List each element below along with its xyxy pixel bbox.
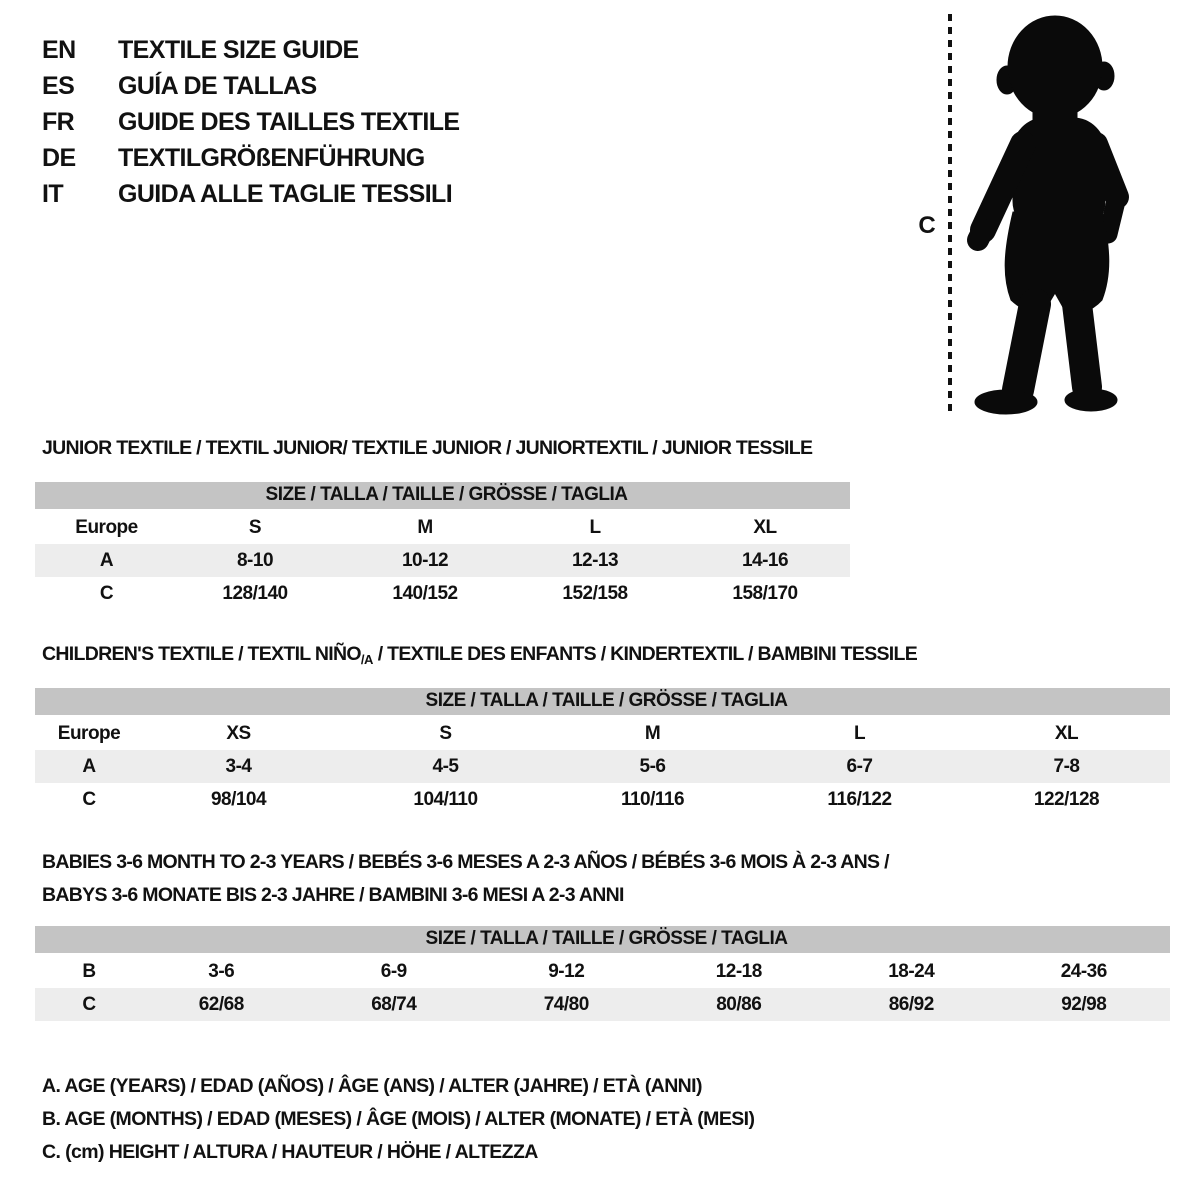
title-text: / TEXTILE DES ENFANTS / KINDERTEXTIL / BAMBINI TESSILE	[373, 643, 918, 665]
size-header-row	[35, 482, 850, 510]
size-cell: 122/128	[1033, 788, 1100, 810]
size-cell: L	[589, 516, 601, 538]
childrens-size-table	[35, 688, 1170, 816]
babies-title-line1: BABIES 3-6 MONTH TO 2-3 YEARS / BEBÉS 3-6 MESES A 2-3 AÑOS / BÉBÉS 3-6 MOIS À 2-3 ANS /	[42, 851, 889, 873]
size-cell: XL	[1054, 722, 1079, 744]
size-cell: 74/80	[480, 988, 653, 1021]
row-label: C	[35, 988, 135, 1021]
size-cell: 110/116	[620, 788, 685, 810]
size-cell: 152/158	[562, 582, 628, 604]
language-code: ES	[42, 71, 75, 100]
size-cell: 4-5	[342, 750, 549, 783]
size-cell: 6-7	[756, 750, 963, 783]
size-cell: 8-10	[170, 544, 340, 577]
size-cell: 158/170	[732, 582, 798, 604]
language-title: GUIDA ALLE TAGLIE TESSILI	[118, 179, 453, 208]
table-row-c	[35, 577, 850, 610]
title-subscript: /A	[360, 652, 374, 667]
language-code: FR	[42, 107, 75, 136]
size-cell: 104/110	[413, 788, 478, 810]
size-cell: 5-6	[549, 750, 756, 783]
row-label: Europe	[75, 516, 138, 538]
language-row-it	[42, 176, 460, 212]
size-cell: 12-18	[715, 960, 762, 982]
language-code: EN	[42, 35, 76, 64]
table-row-a	[35, 750, 1170, 783]
row-label: C	[82, 788, 96, 810]
language-row-de	[42, 140, 460, 176]
row-label: Europe	[57, 722, 121, 744]
size-cell: M	[644, 722, 661, 744]
size-cell: 10-12	[340, 544, 510, 577]
size-cell: 116/122	[827, 788, 892, 810]
size-cell: 14-16	[680, 544, 850, 577]
size-cell: 24-36	[1060, 960, 1107, 982]
babies-title-line2: BABYS 3-6 MONATE BIS 2-3 JAHRE / BAMBINI 3-6 MESI A 2-3 ANNI	[42, 884, 624, 906]
legend-line-b: B. AGE (MONTHS) / EDAD (MESES) / ÂGE (MOIS) / ALTER (MONATE) / ETÀ (MESI)	[42, 1108, 755, 1130]
row-label: A	[35, 544, 170, 577]
legend-line-a: A. AGE (YEARS) / EDAD (AÑOS) / ÂGE (ANS) / ALTER (JAHRE) / ETÀ (ANNI)	[42, 1075, 702, 1097]
language-row-fr	[42, 104, 460, 140]
size-cell: 3-4	[135, 750, 342, 783]
size-cell: 6-9	[380, 960, 407, 982]
size-cell: XL	[753, 516, 777, 538]
language-row-en	[42, 32, 460, 68]
row-label: C	[99, 582, 114, 604]
size-cell: 98/104	[210, 788, 267, 810]
size-cell: 3-6	[208, 960, 235, 982]
size-cell: 18-24	[888, 960, 935, 982]
size-cell: 62/68	[135, 988, 308, 1021]
language-code: IT	[42, 179, 64, 208]
size-cell: 7-8	[963, 750, 1170, 783]
size-cell: 12-13	[510, 544, 680, 577]
size-cell: S	[439, 722, 452, 744]
language-code: DE	[42, 143, 76, 172]
size-cell: S	[248, 516, 262, 538]
row-label: A	[35, 750, 135, 783]
junior-section-title: JUNIOR TEXTILE / TEXTIL JUNIOR/ TEXTILE JUNIOR / JUNIORTEXTIL / JUNIOR TESSILE	[42, 437, 813, 459]
size-cell: 80/86	[653, 988, 826, 1021]
legend-line-c: C. (cm) HEIGHT / ALTURA / HAUTEUR / HÖHE / ALTEZZA	[42, 1141, 538, 1163]
size-cell: 86/92	[825, 988, 998, 1021]
table-row-b	[35, 954, 1170, 988]
size-cell: 92/98	[998, 988, 1171, 1021]
size-header-bar: SIZE / TALLA / TAILLE / GRÖSSE / TAGLIA	[35, 926, 1170, 954]
size-header-bar: SIZE / TALLA / TAILLE / GRÖSSE / TAGLIA	[35, 482, 850, 510]
table-row-europe	[35, 510, 850, 544]
size-cell: 140/152	[392, 582, 458, 604]
junior-size-table	[35, 482, 850, 610]
size-cell: 128/140	[222, 582, 288, 604]
row-label: B	[82, 960, 96, 982]
language-title: TEXTILGRÖßENFÜHRUNG	[118, 143, 425, 172]
measurement-legend	[42, 1070, 754, 1169]
size-header-row	[35, 926, 1170, 954]
size-header-row	[35, 688, 1170, 716]
language-row-es	[42, 68, 460, 104]
size-cell: L	[853, 722, 866, 744]
table-row-c	[35, 783, 1170, 816]
language-list	[42, 32, 460, 212]
table-row-a	[35, 544, 850, 577]
language-title: TEXTILE SIZE GUIDE	[118, 35, 359, 64]
language-title: GUÍA DE TALLAS	[118, 71, 317, 100]
table-row-europe	[35, 716, 1170, 750]
size-cell: XS	[226, 722, 251, 744]
baby-silhouette	[963, 12, 1138, 417]
language-title: GUIDE DES TAILLES TEXTILE	[118, 107, 460, 136]
babies-section-title	[42, 850, 889, 907]
measure-label-c: C	[918, 212, 936, 239]
size-header-bar: SIZE / TALLA / TAILLE / GRÖSSE / TAGLIA	[35, 688, 1170, 716]
size-cell: 9-12	[548, 960, 585, 982]
babies-size-table	[35, 926, 1170, 1021]
size-cell: 68/74	[308, 988, 481, 1021]
title-text: CHILDREN'S TEXTILE / TEXTIL NIÑO	[42, 643, 361, 665]
childrens-section-title	[42, 642, 917, 668]
table-row-c	[35, 988, 1170, 1021]
size-cell: M	[417, 516, 433, 538]
height-dashed-line	[948, 14, 952, 414]
